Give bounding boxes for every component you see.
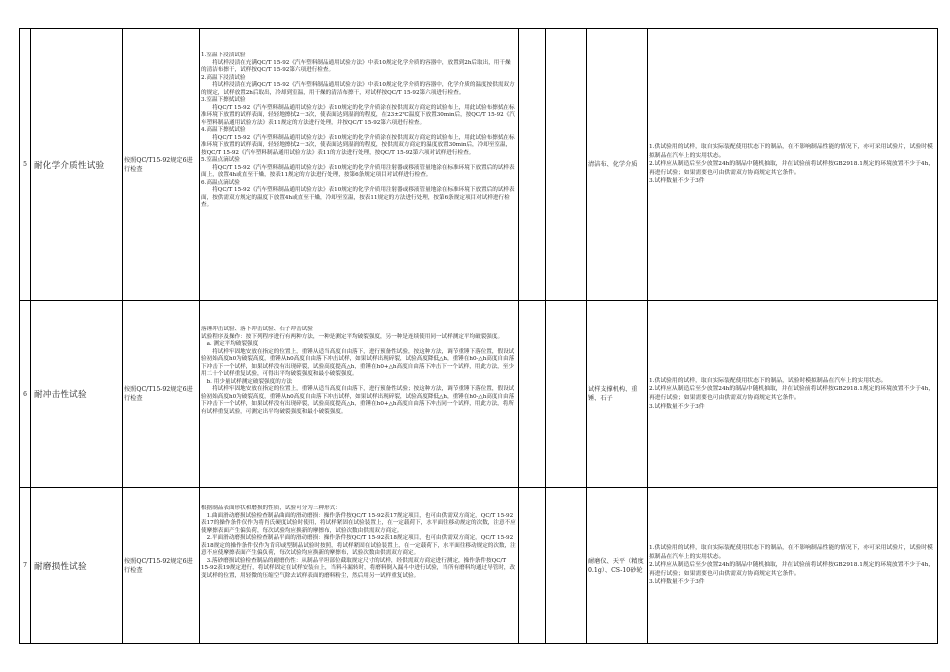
grid-line [937,28,938,644]
test-method-text: 根据制品表面形状和磨损的性质，试验可分为三种形式： 1.曲面滑动磨损试验检查制品曲面的滑动磨损：操作条件按QC/T 15-92表17规定项目，也可由供需双方商定，QC/T 15-92表17的操作条件仅作为将肖氏硬度试验时使用，将试样紧固在试验装置上，在一定载荷下，水平面往移动规定的次数，注意不应使摩擦表面产生偏负荷，每次试验均应换新的摩擦布，试验次数由供需双方商定。 2.平面滑动磨损试验检查制品平面的滑动磨损：操作条件按QC/T 15-92表18规定项目，也可由供需双方商定，QC/T 15-92表18规定的操作条件仅作为肯印或型制品试验时按照，将试样紧固在试验装置上，在一定载荷下，水平面往移动规定的次数，注意不应使摩擦表面产生偏负荷，每次试验均应换新的摩擦布，试验次数由供需双方商定。 3.落砂磨损试验检查制品的耐磨伤性：从制品平坦部位截取规定尺寸的试样，经供需双方商定进行测定，操作条件按QC/T 15-92表19规定进行，将试样固定在试样安装台上，当料斗漏转时，将磨料倒入漏斗中进行试验，当所有磨料均通过导管时，改变试样的位置，用轻微的压缩空气除去试样表面的磨料粉尘，然后用另一试样重复试验。 [201,505,516,579]
grid-line [199,28,200,644]
grid-line [518,28,519,644]
grid-line [647,28,648,644]
grid-line [586,28,587,644]
test-item-name: 耐化学介质性试验 [34,160,105,171]
test-method-text: 1.室温下浸渍试验 将试样浸渍在充满QC/T 15-92《汽车塑料制品通用试验方法》中表10规定化学介质的容器中，放置到2h后取出，用干燥的清洁布擦干，试样按QC/T 15-92第六项进行检查。 2.高温下浸渍试验 将试样浸渍在充满QC/T 15-92《汽车塑料制品通用试验方法》中表10规定化学介质的容器中，化学介质的温度按供需双方的规定，试样放置2h后取出，冷却到室温，用干燥的清洁布擦干，对试样按QC/T 15-92第六项进行检查。 3.室温下擦拭试验 将QC/T 15-92《汽车塑料制品通用试验方法》表10规定的化学介质涂在按供需双方商定的试验布上，用此试验布擦拭在标准环境下放置的试样表面，轻轻地擦拭2－3次，使表面达到湿润的程度，在23±2℃温度下放置30min后，按QC/T 15-92《汽车塑料制品通用试验方法》表11规定的方法进行处理，并按QC/T 15-92第六项进行检查。 4.高温下擦拭试验 将QC/T 15-92《汽车塑料制品通用试验方法》表10规定的化学介质涂在按供需双方商定的试验布上，用此试验布擦拭在标准环境下放置的试样表面，轻轻地擦拭2－3次，使表面达到湿润的程度，按供需双方商定的温度放置30min后，冷却至室温，按QC/T 15-92《汽车塑料制品通用试验方法》表11的方法进行处理，按QC/T 15-92第六项对试样进行检查。 5.室温点滴试验 将QC/T 15-92《汽车塑料制品通用试验方法》表10规定的化学介质用注射器或移液管量地涂在标准环境下放置后的试样表面上，放置4h或直至干燥，按表11规定的方法进行处理，按第6条规定项目对试样进行检查。 6.高温点滴试验 将QC/T 15-92《汽车塑料制品通用试验方法》表10规定的化学介质用注射器或移液管量地涂在标准环境下放置后的试样表面，按供需双方规定的温度下放置4h或直至干燥，冷却至室温，按表11规定的方法进行处理，按第6条规定项目对试样进行检查。 [201,52,515,208]
test-method-text: 落锤冲击试验、落下冲击试验、石子冲击试验 试验程序及操作：按下列程序进行有两种方法，一种是测定平均破裂强度，另一种是连续使用同一试样测定平均破裂强度。 a. 测定平均破裂强度 将试样牢固地安放在指定的位置上，重锤从适当高度自由落下，进行预备性试验，按这种方法，调节重锤下落位置，假设试验初始高度h0为破裂高度，重锤从h0高度自由落下冲击试样，如果试样出现碎裂，试验高度降低△h，重锤在h0-△h高度自由落下冲击下一个试样，如果试样没有出现碎裂，试验高度提高△h，重锤在h0+△h高度自由落下冲击下一个试样，用此方法，至少用二十个试样重复试验，可得出平均破裂强度和最小破裂强度。 b. 用少量试样测定破裂强度的方法 将试样牢固地安放在指定的位置上，重锤从适当高度自由落下，进行预备性试验；按这种方法，调节重锤下落位置，假设试验初始高度h0为破裂高度，重锤从h0高度自由落下冲击试样，如果试样出现碎裂，试验高度降低△h，重锤在h0-△h高度自由落下冲击下一个试样，如果试样没有出现碎裂，试验高度提高△h，重锤在h0+△h高度自由落下冲击同一个试样，用此方法，将所有试样重复试验，可测定出平均破裂强度和最小破裂强度。 [201,326,515,415]
grid-line [122,28,123,644]
row-number: 5 [23,161,27,168]
test-item-name: 耐磨损性试验 [34,561,87,572]
sample-requirements: 1.供试验用的试样，取自实际装配使用状态下的制品，在不影响制品性能的情况下，亦可采用试验片，试验时模拟制品在汽车上的实用状态。 2.试样应从制造后至少放置24h的制品中随机抽取，并在试验前将试样按GB2918.1规定的环境放置不少于4h，再进行试验；如果需要也可由供需双方协商规定其它条件。 3.试样数量不少于3件 [649,144,935,185]
grid-line [19,643,938,644]
test-basis: 按照QC/T15-92规定6进行检查 [124,386,193,402]
sample-requirements: 1.供试验用的试样，取自实际装配使用状态下的制品，试验时模拟制品在汽车上的实用状态。 2.试样应从制造后至少放置24h的制品中随机抽取，并在试验前将试样按GB2918.1规定的环境放置不少于4h，再进行试验；如果需要也可由供需双方协商规定其它条件。 3.试样数量不少于3件 [649,377,935,410]
test-item-name: 耐冲击性试验 [34,390,87,400]
grid-line [545,28,546,644]
row-number: 6 [23,390,27,398]
row-number: 7 [23,562,27,569]
test-basis: 按照QC/T15-92规定6进行检查 [124,557,193,574]
grid-line [30,28,31,644]
test-basis: 按照QC/T15-92规定6进行检查 [124,156,193,173]
test-equipment: 试样支撑机构、重锤、石子 [588,386,638,402]
test-equipment: 清洁布、化学介质 [588,161,638,168]
test-equipment: 耐磨仪、天平（精度0.1g）、CS-10砂轮 [588,557,644,574]
sample-requirements: 1.供试验用的试样，取自实际装配使用状态下的制品，在不影响制品性能的情况下，亦可采用试验片，试验时模拟制品在汽车上的实用状态。 2.试样应从制造后至少放置24h的制品中随机抽取，并在试验前将试样按GB2918.1规定的环境放置不少于4h，再进行试验；如果需要也可由供需双方协商规定其它条件。 3.试样数量不少于3件 [649,545,935,586]
